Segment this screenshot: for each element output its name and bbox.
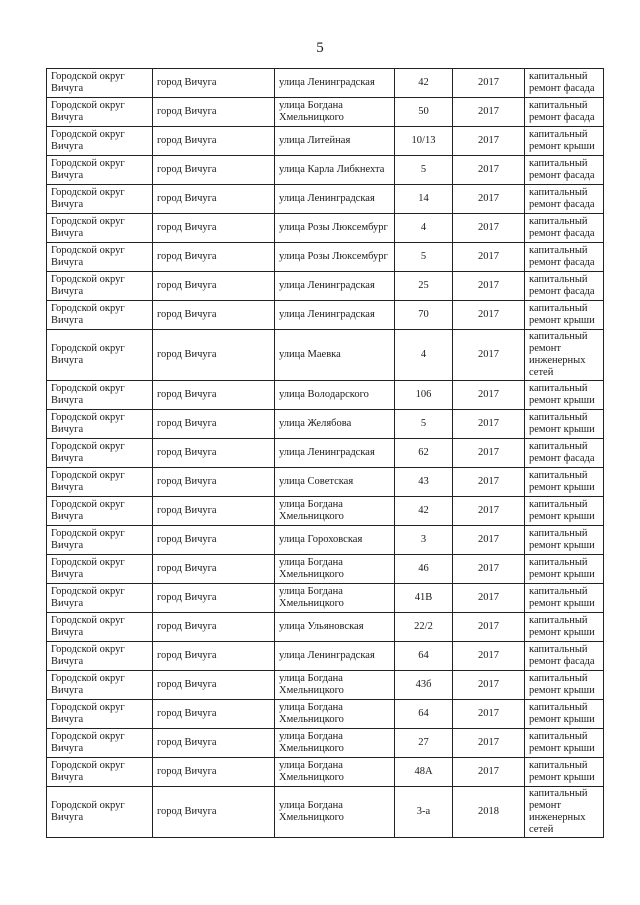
year-cell: 2017 bbox=[453, 330, 525, 381]
city-cell: город Вичуга bbox=[153, 381, 275, 410]
year-cell: 2017 bbox=[453, 98, 525, 127]
table-row bbox=[47, 381, 604, 410]
year-cell: 2017 bbox=[453, 729, 525, 758]
city-cell: город Вичуга bbox=[153, 584, 275, 613]
work-type-cell: капитальный ремонт крыши bbox=[525, 410, 604, 439]
district-cell: Городской округ Вичуга bbox=[47, 468, 153, 497]
district-cell: Городской округ Вичуга bbox=[47, 330, 153, 381]
street-cell: улица Ленинградская bbox=[275, 439, 395, 468]
street-cell: улица Ленинградская bbox=[275, 642, 395, 671]
district-cell: Городской округ Вичуга bbox=[47, 613, 153, 642]
house-cell: 48А bbox=[395, 758, 453, 787]
work-type-cell: капитальный ремонт фасада bbox=[525, 185, 604, 214]
district-cell: Городской округ Вичуга bbox=[47, 301, 153, 330]
year-cell: 2017 bbox=[453, 468, 525, 497]
work-type-cell: капитальный ремонт крыши bbox=[525, 700, 604, 729]
work-type-cell: капитальный ремонт фасада bbox=[525, 69, 604, 98]
district-cell: Городской округ Вичуга bbox=[47, 584, 153, 613]
year-cell: 2018 bbox=[453, 787, 525, 838]
city-cell: город Вичуга bbox=[153, 671, 275, 700]
house-cell: 10/13 bbox=[395, 127, 453, 156]
house-cell: 22/2 bbox=[395, 613, 453, 642]
year-cell: 2017 bbox=[453, 613, 525, 642]
district-cell: Городской округ Вичуга bbox=[47, 497, 153, 526]
year-cell: 2017 bbox=[453, 584, 525, 613]
street-cell: улица Володарского bbox=[275, 381, 395, 410]
house-cell: 5 bbox=[395, 243, 453, 272]
city-cell: город Вичуга bbox=[153, 127, 275, 156]
house-cell: 42 bbox=[395, 69, 453, 98]
district-cell: Городской округ Вичуга bbox=[47, 526, 153, 555]
year-cell: 2017 bbox=[453, 243, 525, 272]
year-cell: 2017 bbox=[453, 700, 525, 729]
district-cell: Городской округ Вичуга bbox=[47, 729, 153, 758]
year-cell: 2017 bbox=[453, 69, 525, 98]
year-cell: 2017 bbox=[453, 497, 525, 526]
work-type-cell: капитальный ремонт крыши bbox=[525, 758, 604, 787]
district-cell: Городской округ Вичуга bbox=[47, 787, 153, 838]
table-row bbox=[47, 330, 604, 381]
year-cell: 2017 bbox=[453, 301, 525, 330]
street-cell: улица Богдана Хмельницкого bbox=[275, 497, 395, 526]
page-number: 5 bbox=[316, 40, 324, 56]
table-row bbox=[47, 787, 604, 838]
table-row bbox=[47, 729, 604, 758]
street-cell: улица Гороховская bbox=[275, 526, 395, 555]
year-cell: 2017 bbox=[453, 127, 525, 156]
house-cell: 43 bbox=[395, 468, 453, 497]
table-row bbox=[47, 214, 604, 243]
work-type-cell: капитальный ремонт фасада bbox=[525, 439, 604, 468]
district-cell: Городской округ Вичуга bbox=[47, 127, 153, 156]
table-row bbox=[47, 642, 604, 671]
district-cell: Городской округ Вичуга bbox=[47, 69, 153, 98]
table-row bbox=[47, 613, 604, 642]
work-type-cell: капитальный ремонт крыши bbox=[525, 584, 604, 613]
year-cell: 2017 bbox=[453, 439, 525, 468]
work-type-cell: капитальный ремонт крыши bbox=[525, 613, 604, 642]
house-cell: 64 bbox=[395, 700, 453, 729]
street-cell: улица Карла Либкнехта bbox=[275, 156, 395, 185]
work-type-cell: капитальный ремонт фасада bbox=[525, 642, 604, 671]
street-cell: улица Богдана Хмельницкого bbox=[275, 787, 395, 838]
work-type-cell: капитальный ремонт крыши bbox=[525, 729, 604, 758]
work-type-cell: капитальный ремонт крыши bbox=[525, 468, 604, 497]
table-row bbox=[47, 700, 604, 729]
city-cell: город Вичуга bbox=[153, 410, 275, 439]
city-cell: город Вичуга bbox=[153, 98, 275, 127]
district-cell: Городской округ Вичуга bbox=[47, 243, 153, 272]
work-type-cell: капитальный ремонт фасада bbox=[525, 243, 604, 272]
table-row bbox=[47, 243, 604, 272]
district-cell: Городской округ Вичуга bbox=[47, 272, 153, 301]
street-cell: улица Желябова bbox=[275, 410, 395, 439]
work-type-cell: капитальный ремонт крыши bbox=[525, 381, 604, 410]
house-cell: 50 bbox=[395, 98, 453, 127]
table-row bbox=[47, 127, 604, 156]
work-type-cell: капитальный ремонт крыши bbox=[525, 301, 604, 330]
street-cell: улица Розы Люксембург bbox=[275, 214, 395, 243]
street-cell: улица Розы Люксембург bbox=[275, 243, 395, 272]
house-cell: 70 bbox=[395, 301, 453, 330]
house-cell: 62 bbox=[395, 439, 453, 468]
table-row bbox=[47, 468, 604, 497]
district-cell: Городской округ Вичуга bbox=[47, 555, 153, 584]
house-cell: 64 bbox=[395, 642, 453, 671]
city-cell: город Вичуга bbox=[153, 497, 275, 526]
table-row bbox=[47, 584, 604, 613]
district-cell: Городской округ Вичуга bbox=[47, 439, 153, 468]
street-cell: улица Ленинградская bbox=[275, 69, 395, 98]
work-type-cell: капитальный ремонт фасада bbox=[525, 214, 604, 243]
city-cell: город Вичуга bbox=[153, 272, 275, 301]
house-cell: 25 bbox=[395, 272, 453, 301]
street-cell: улица Литейная bbox=[275, 127, 395, 156]
work-type-cell: капитальный ремонт крыши bbox=[525, 127, 604, 156]
house-cell: 3-а bbox=[395, 787, 453, 838]
street-cell: улица Богдана Хмельницкого bbox=[275, 555, 395, 584]
street-cell: улица Богдана Хмельницкого bbox=[275, 98, 395, 127]
city-cell: город Вичуга bbox=[153, 468, 275, 497]
house-cell: 41В bbox=[395, 584, 453, 613]
work-type-cell: капитальный ремонт крыши bbox=[525, 671, 604, 700]
district-cell: Городской округ Вичуга bbox=[47, 381, 153, 410]
year-cell: 2017 bbox=[453, 758, 525, 787]
city-cell: город Вичуга bbox=[153, 787, 275, 838]
house-cell: 106 bbox=[395, 381, 453, 410]
work-type-cell: капитальный ремонт фасада bbox=[525, 156, 604, 185]
year-cell: 2017 bbox=[453, 185, 525, 214]
year-cell: 2017 bbox=[453, 671, 525, 700]
table-row bbox=[47, 439, 604, 468]
district-cell: Городской округ Вичуга bbox=[47, 642, 153, 671]
work-type-cell: капитальный ремонт крыши bbox=[525, 497, 604, 526]
street-cell: улица Ленинградская bbox=[275, 185, 395, 214]
city-cell: город Вичуга bbox=[153, 526, 275, 555]
house-cell: 46 bbox=[395, 555, 453, 584]
year-cell: 2017 bbox=[453, 526, 525, 555]
street-cell: улица Ульяновская bbox=[275, 613, 395, 642]
street-cell: улица Маевка bbox=[275, 330, 395, 381]
city-cell: город Вичуга bbox=[153, 301, 275, 330]
table-row bbox=[47, 758, 604, 787]
table-row bbox=[47, 526, 604, 555]
city-cell: город Вичуга bbox=[153, 185, 275, 214]
table-row bbox=[47, 185, 604, 214]
street-cell: улица Ленинградская bbox=[275, 272, 395, 301]
year-cell: 2017 bbox=[453, 410, 525, 439]
street-cell: улица Богдана Хмельницкого bbox=[275, 584, 395, 613]
house-cell: 4 bbox=[395, 214, 453, 243]
street-cell: улица Богдана Хмельницкого bbox=[275, 671, 395, 700]
street-cell: улица Богдана Хмельницкого bbox=[275, 729, 395, 758]
street-cell: улица Ленинградская bbox=[275, 301, 395, 330]
city-cell: город Вичуга bbox=[153, 214, 275, 243]
city-cell: город Вичуга bbox=[153, 330, 275, 381]
work-type-cell: капитальный ремонт крыши bbox=[525, 555, 604, 584]
street-cell: улица Богдана Хмельницкого bbox=[275, 758, 395, 787]
work-type-cell: капитальный ремонт фасада bbox=[525, 272, 604, 301]
city-cell: город Вичуга bbox=[153, 243, 275, 272]
house-cell: 5 bbox=[395, 156, 453, 185]
district-cell: Городской округ Вичуга bbox=[47, 156, 153, 185]
repair-registry-table bbox=[46, 68, 604, 838]
city-cell: город Вичуга bbox=[153, 156, 275, 185]
table-row bbox=[47, 69, 604, 98]
year-cell: 2017 bbox=[453, 156, 525, 185]
city-cell: город Вичуга bbox=[153, 642, 275, 671]
house-cell: 14 bbox=[395, 185, 453, 214]
house-cell: 43б bbox=[395, 671, 453, 700]
city-cell: город Вичуга bbox=[153, 69, 275, 98]
work-type-cell: капитальный ремонт крыши bbox=[525, 526, 604, 555]
year-cell: 2017 bbox=[453, 555, 525, 584]
district-cell: Городской округ Вичуга bbox=[47, 98, 153, 127]
city-cell: город Вичуга bbox=[153, 758, 275, 787]
table-row bbox=[47, 671, 604, 700]
work-type-cell: капитальный ремонт инженерных сетей bbox=[525, 787, 604, 838]
table-row bbox=[47, 555, 604, 584]
district-cell: Городской округ Вичуга bbox=[47, 214, 153, 243]
street-cell: улица Советская bbox=[275, 468, 395, 497]
table-row bbox=[47, 156, 604, 185]
district-cell: Городской округ Вичуга bbox=[47, 185, 153, 214]
table-row bbox=[47, 410, 604, 439]
table-row bbox=[47, 301, 604, 330]
city-cell: город Вичуга bbox=[153, 613, 275, 642]
city-cell: город Вичуга bbox=[153, 439, 275, 468]
year-cell: 2017 bbox=[453, 381, 525, 410]
city-cell: город Вичуга bbox=[153, 555, 275, 584]
house-cell: 5 bbox=[395, 410, 453, 439]
house-cell: 27 bbox=[395, 729, 453, 758]
year-cell: 2017 bbox=[453, 642, 525, 671]
district-cell: Городской округ Вичуга bbox=[47, 700, 153, 729]
table-row bbox=[47, 98, 604, 127]
year-cell: 2017 bbox=[453, 214, 525, 243]
table-row bbox=[47, 497, 604, 526]
street-cell: улица Богдана Хмельницкого bbox=[275, 700, 395, 729]
district-cell: Городской округ Вичуга bbox=[47, 758, 153, 787]
house-cell: 3 bbox=[395, 526, 453, 555]
work-type-cell: капитальный ремонт фасада bbox=[525, 98, 604, 127]
table-row bbox=[47, 272, 604, 301]
house-cell: 42 bbox=[395, 497, 453, 526]
house-cell: 4 bbox=[395, 330, 453, 381]
district-cell: Городской округ Вичуга bbox=[47, 671, 153, 700]
city-cell: город Вичуга bbox=[153, 700, 275, 729]
city-cell: город Вичуга bbox=[153, 729, 275, 758]
district-cell: Городской округ Вичуга bbox=[47, 410, 153, 439]
year-cell: 2017 bbox=[453, 272, 525, 301]
work-type-cell: капитальный ремонт инженерных сетей bbox=[525, 330, 604, 381]
